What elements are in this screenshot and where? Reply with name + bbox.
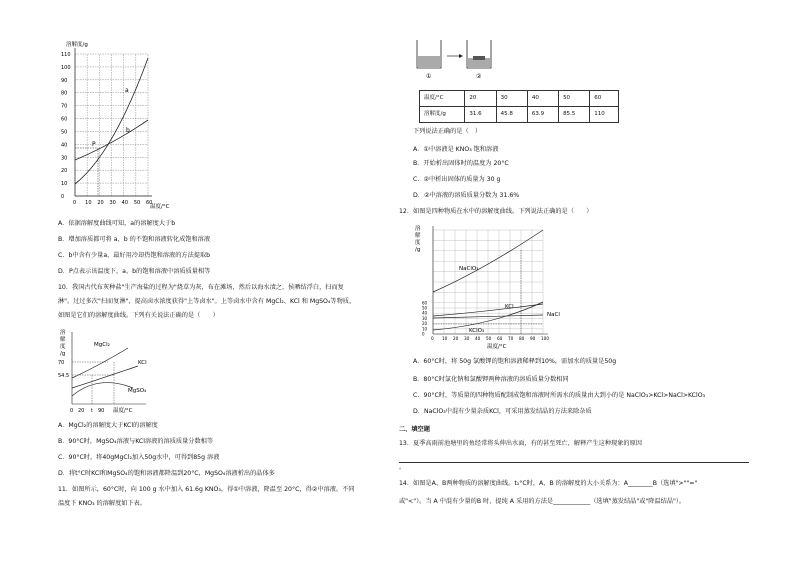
chart1-grid <box>75 54 148 196</box>
q9-option-a: A．依据溶解度曲线可知，a的溶解度大于b <box>58 220 176 227</box>
table-cell: 60 <box>590 91 619 107</box>
y-tick-label: 0 <box>61 194 65 200</box>
table-cell: 20 <box>465 91 496 107</box>
chart2-ylabel-2: 解 <box>60 337 66 343</box>
x-tick-label: 50 <box>133 200 141 206</box>
curve-mgso4 <box>72 383 133 396</box>
q9-option-d: D．P点表示该温度下，a、b的饱和溶液中溶质质量相等 <box>58 268 211 275</box>
solubility-chart-ab <box>58 36 178 211</box>
q10-stem-line3: 如图是它们的溶解度曲线。下列有关说法正确的是（ ） <box>58 312 219 319</box>
series-label-mgcl2: MgCl₂ <box>94 342 110 348</box>
x-tick-label: 20 <box>97 200 104 206</box>
y-tick-label: 40 <box>61 142 68 149</box>
chart2-xtick-t: t <box>91 408 93 414</box>
chart1-yticks <box>61 52 71 200</box>
y-tick-label: 50 <box>61 129 68 136</box>
x-tick-label: 90 <box>530 336 536 341</box>
series-label-kclo3: KClO₃ <box>469 328 485 334</box>
curve-a-label: a <box>125 87 129 94</box>
table-cell: 温度/°C <box>420 91 465 107</box>
curve-kcl <box>72 366 138 388</box>
series-label-kcl: KCl <box>138 360 147 366</box>
q11-option-d: D．②中溶液的溶质质量分数为 31.6% <box>413 192 520 199</box>
q12-option-a: A．60°C时，将 50g 氯酸钾的饱和溶液稀释到10%，需加水的质量是50g <box>413 358 617 365</box>
q10-option-b: B．90°C时，MgSO₄溶液与KCl溶液的溶质质量分数相等 <box>58 438 214 445</box>
table-row <box>420 91 619 107</box>
chart2-xtick-90: 90 <box>98 408 105 414</box>
x-tick-label: 60 <box>497 336 503 341</box>
q14-stem-line1: 14．如图是A、B两种物质的溶解度曲线。t₁°C时，A、B 的溶解度的大小关系为：A________B（选填">""=" <box>399 480 698 487</box>
y-tick-label: 20 <box>61 168 68 175</box>
x-tick-label: 30 <box>109 200 116 206</box>
x-tick-label: 0 <box>431 336 434 341</box>
table-cell: 溶解度/g <box>420 107 465 123</box>
table-row <box>420 107 619 123</box>
x-tick-label: 60 <box>146 200 153 206</box>
curve-b-label: b <box>126 127 130 134</box>
arrow-right-icon <box>459 54 463 58</box>
x-tick-label: 40 <box>121 200 129 206</box>
q12-option-d: D．NaClO₃中混有少量杂质KCl，可采用蒸发结晶的方法来除杂质 <box>413 408 592 415</box>
chart2-ylabel-3: 度 <box>60 344 66 350</box>
q11-option-c: C．②中析出固体的质量为 30 g <box>413 176 501 183</box>
x-tick-label: 40 <box>475 336 481 341</box>
x-tick-label: 30 <box>464 336 470 341</box>
y-tick-label: 0 <box>422 331 425 337</box>
y-tick-label: 110 <box>61 52 71 58</box>
table-cell: 63.9 <box>527 107 558 123</box>
series-label-kcl-2: KCl <box>505 304 514 310</box>
solubility-chart-four-substances <box>413 220 573 350</box>
section-fill-in-title: 二、填空题 <box>399 426 430 433</box>
q11-stem-line2: 温度下 KNO₃ 的溶解度如下表。 <box>58 500 147 507</box>
x-tick-label: 10 <box>442 336 448 341</box>
series-label-naclo3: NaClO₃ <box>459 266 479 272</box>
table-cell: 30 <box>496 91 527 107</box>
y-tick-label: 50 <box>422 305 428 311</box>
q13-answer-line[interactable] <box>399 454 749 463</box>
chart2-xtick-20: 20 <box>78 408 85 414</box>
kno3-solubility-table <box>419 90 619 123</box>
x-tick-label: 0 <box>73 200 77 206</box>
table-cell: 50 <box>559 91 590 107</box>
q11-stem: 下列说法正确的是（ ） <box>413 128 482 135</box>
chart3-grid <box>422 230 543 337</box>
table-cell: 110 <box>590 107 619 123</box>
table-cell: 45.8 <box>496 107 527 123</box>
x-tick-label: 100 <box>541 336 549 341</box>
x-tick-label: 80 <box>519 336 525 341</box>
table-cell: 40 <box>527 91 558 107</box>
q11-option-a: A．①中溶液是 KNO₃ 饱和溶液 <box>413 146 499 153</box>
x-tick-label: 20 <box>453 336 459 341</box>
chart3-ylabel-3: 度 <box>415 240 421 246</box>
chart2-ytick-70: 70 <box>58 360 65 366</box>
series-label-mgso4: MgSO₄ <box>128 388 147 394</box>
q10-option-c: C．90°C时，将40gMgCl₂加入50g水中，可得到85g 溶液 <box>58 454 220 461</box>
curve-mgcl2 <box>72 348 128 378</box>
chart3-ylabel-2: 解 <box>415 233 421 239</box>
table-cell: 31.6 <box>465 107 496 123</box>
x-tick-label: 50 <box>486 336 492 341</box>
q9-option-b: B．增加溶质都可将 a、b 的不饱和溶液转化成饱和溶液 <box>58 236 211 243</box>
q10-option-d: D．将t°C时KCl和MgSO₄的饱和溶液都降温到20°C，MgSO₄溶液析出的晶体多 <box>58 470 275 477</box>
series-label-nacl: NaCl <box>547 312 560 318</box>
q11-option-b: B．开始析出固体时的温度为 20°C <box>413 160 509 167</box>
q13-stem: 13．夏季高雨前池塘里的鱼经常将头伸出水面，有的甚至死亡，解释产生这种现象的原因 <box>399 440 642 447</box>
q10-stem-line2: 淋"。过过多次"扫而复淋"，提高卤水浓度获得"上等卤水"。上等卤水中含有 MgCl₂、KCl 和 MgSO₄等物质， <box>58 298 356 305</box>
chart3-xlabel: 温度/°C <box>487 344 507 350</box>
chart3-ylabel-4: /g <box>415 247 421 253</box>
table-cell: 85.5 <box>559 107 590 123</box>
y-tick-label: 10 <box>422 326 428 332</box>
q10-option-a: A．MgCl₂的溶解度大于KCl的溶解度 <box>58 422 158 429</box>
chart3-ylabel-1: 溶 <box>415 226 421 232</box>
y-tick-label: 20 <box>422 321 428 327</box>
beakers-figure <box>413 36 503 82</box>
y-tick-label: 10 <box>61 181 68 188</box>
chart3-xticks <box>431 336 549 341</box>
chart2-ylabel-1: 溶 <box>60 330 66 336</box>
point-p-label: P <box>92 141 96 148</box>
y-tick-label: 30 <box>61 155 68 162</box>
q12-stem: 12．如图是四种物质在水中的溶解度曲线。下列说法正确的是（ ） <box>399 208 593 215</box>
y-tick-label: 30 <box>422 315 428 321</box>
x-tick-label: 10 <box>85 200 92 206</box>
chart2-ylabel-4: /g <box>60 351 66 357</box>
q13-end: 。 <box>399 464 406 471</box>
q12-option-b: B．80°C时氯化钠和氯酸钾两种溶液的溶质质量分数相同 <box>413 376 569 383</box>
y-tick-label: 60 <box>422 300 428 306</box>
solubility-chart-mgcl2-kcl-mgso4 <box>58 326 178 416</box>
q10-stem-line1: 10．我国古代布灰种盐"生产海盐的过程为"烧草为灰，布在滩场，然后以海水渍之，侯晒结浮白，扫而复 <box>58 284 344 291</box>
beaker-1-label: ① <box>426 73 432 80</box>
chart1-xticks <box>73 200 152 206</box>
q12-option-c: C．90°C时，等质量的四种物质配制成饱和溶液时所需水的质量由大到小的是 NaClO₃>KCl>NaCl>KClO₃ <box>413 392 706 399</box>
chart1-ylabel: 溶解度/g <box>66 42 88 48</box>
chart1-xlabel: 温度/°C <box>150 204 170 210</box>
y-tick-label: 80 <box>61 90 68 97</box>
q9-option-c: C．b中含有少量a，最好用冷却热饱和溶液的方法提取b <box>58 252 211 259</box>
chart2-xlabel: 温度/°C <box>113 408 133 414</box>
y-tick-label: 70 <box>61 103 68 110</box>
y-tick-label: 40 <box>422 310 428 316</box>
y-tick-label: 60 <box>61 116 68 123</box>
beaker-2-label: ② <box>476 73 482 80</box>
chart2-xtick-0: 0 <box>70 408 74 414</box>
y-tick-label: 90 <box>61 77 68 84</box>
q14-stem-line2: 或"<"）。当 A 中混有少量的B 时，提纯 A 采用的方法是____________（选填"蒸发结晶"或"降温结晶"）。 <box>399 498 686 505</box>
q11-stem-line1: 11．如图所示，60°C时，向 100 g 水中加入 61.6g KNO₃，得①中溶液，降温至 20°C，得②中溶液。不同 <box>58 486 355 493</box>
x-tick-label: 70 <box>508 336 514 341</box>
chart2-ytick-54: 54.5 <box>58 373 70 379</box>
y-tick-label: 100 <box>61 64 71 71</box>
